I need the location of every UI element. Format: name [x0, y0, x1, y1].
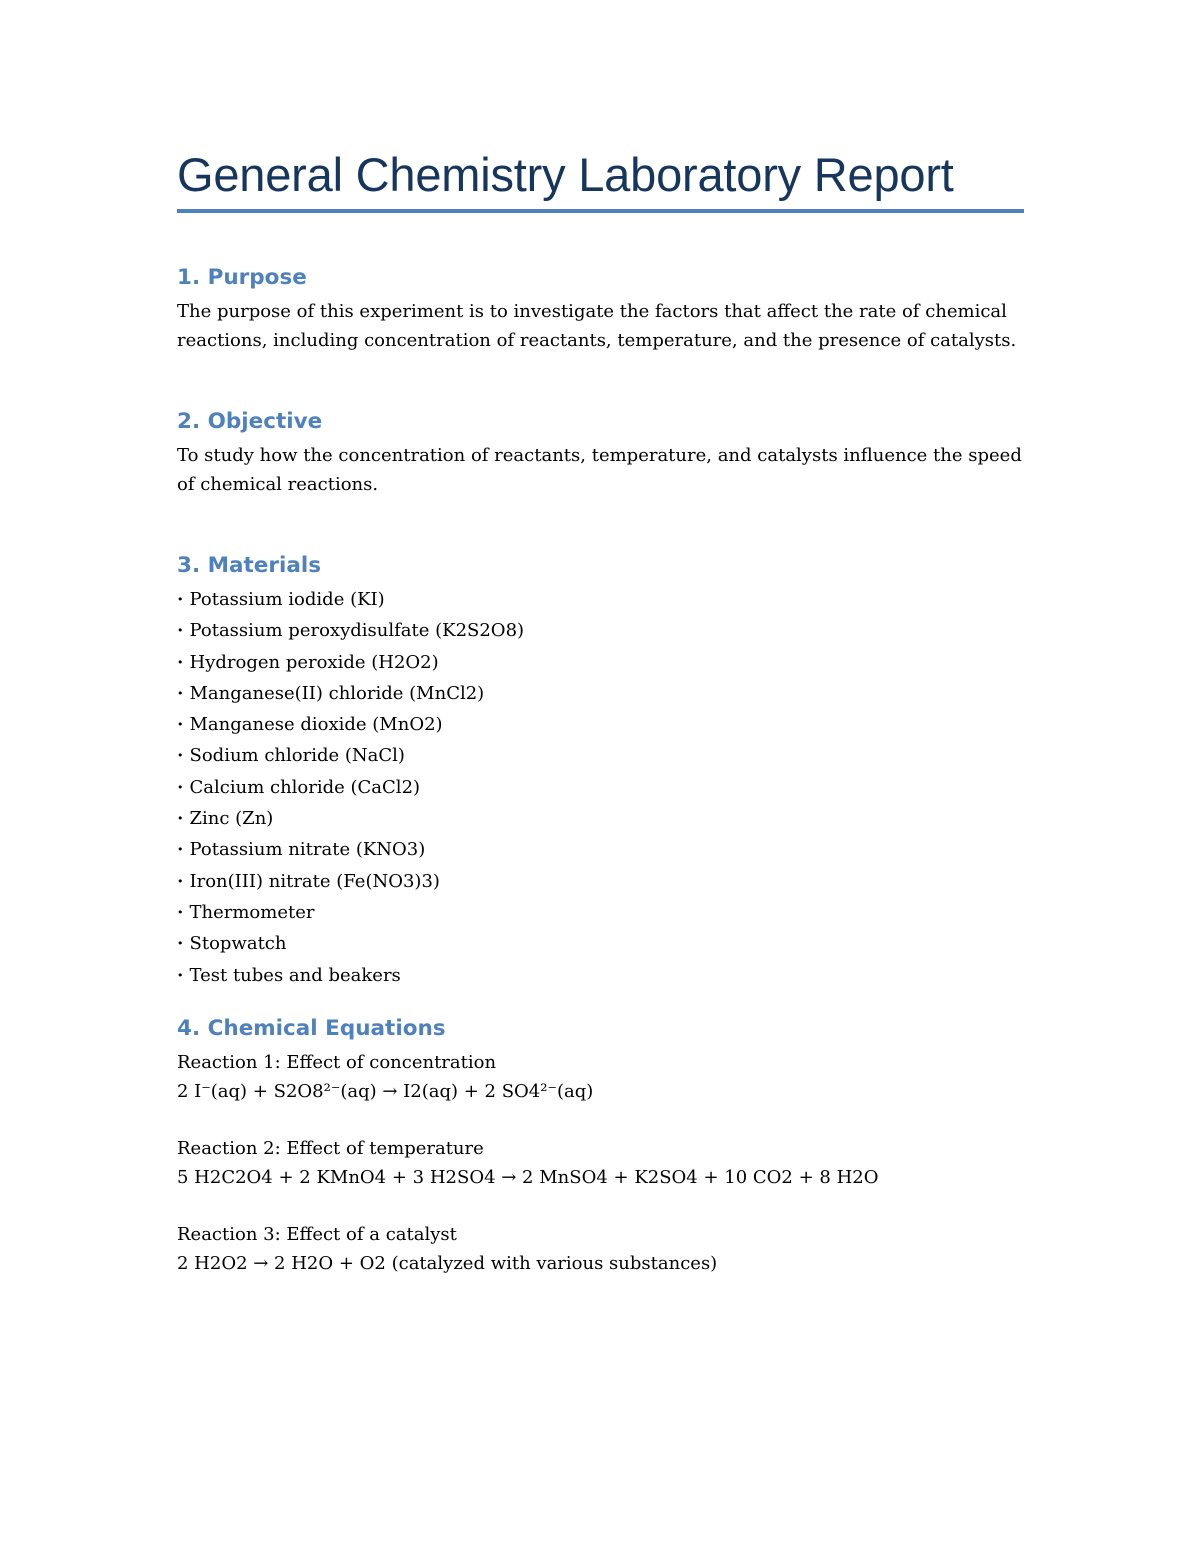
document-title: General Chemistry Laboratory Report — [177, 148, 954, 201]
materials-heading: 3. Materials — [177, 553, 322, 578]
section-chemical-equations — [177, 1014, 1024, 1278]
objective-heading: 2. Objective — [177, 409, 323, 434]
list-item: • Manganese(II) chloride (MnCl2) — [177, 679, 1024, 710]
list-item: • Potassium iodide (KI) — [177, 585, 1024, 616]
list-item: • Hydrogen peroxide (H2O2) — [177, 648, 1024, 679]
list-item: • Potassium nitrate (KNO3) — [177, 835, 1024, 866]
list-item: • Thermometer — [177, 898, 1024, 929]
list-item: • Manganese dioxide (MnO2) — [177, 710, 1024, 741]
section-materials — [177, 551, 1024, 992]
reaction-equation: 5 H2C2O4 + 2 KMnO4 + 3 H2SO4 → 2 MnSO4 + K2SO4 + 10 CO2 + 8 H2O — [177, 1167, 879, 1188]
list-item: • Calcium chloride (CaCl2) — [177, 773, 1024, 804]
reaction-2 — [177, 1134, 1024, 1192]
section-objective — [177, 407, 1024, 499]
list-item: • Potassium peroxydisulfate (K2S2O8) — [177, 616, 1024, 647]
purpose-text: The purpose of this experiment is to investigate the factors that affect the rate of chemical reactions, including concentration of reactants, temperature, and the presence of catalysts. — [177, 301, 1017, 351]
reaction-3 — [177, 1220, 1024, 1278]
objective-text: To study how the concentration of reactants, temperature, and catalysts influence the speed of chemical reactions. — [177, 445, 1022, 495]
purpose-heading: 1. Purpose — [177, 265, 307, 290]
reaction-equation: 2 I⁻(aq) + S2O8²⁻(aq) → I2(aq) + 2 SO4²⁻(aq) — [177, 1081, 594, 1102]
reaction-label: Reaction 1: Effect of concentration — [177, 1052, 497, 1073]
list-item: • Zinc (Zn) — [177, 804, 1024, 835]
title-underline — [177, 209, 1024, 213]
list-item: • Sodium chloride (NaCl) — [177, 741, 1024, 772]
list-item: • Test tubes and beakers — [177, 961, 1024, 992]
equations-heading: 4. Chemical Equations — [177, 1016, 446, 1041]
reaction-label: Reaction 2: Effect of temperature — [177, 1138, 484, 1159]
reaction-equation: 2 H2O2 → 2 H2O + O2 (catalyzed with various substances) — [177, 1253, 718, 1274]
list-item: • Stopwatch — [177, 929, 1024, 960]
section-purpose — [177, 263, 1024, 355]
reaction-label: Reaction 3: Effect of a catalyst — [177, 1224, 457, 1245]
reaction-1 — [177, 1048, 1024, 1106]
materials-list — [177, 585, 1024, 992]
list-item: • Iron(III) nitrate (Fe(NO3)3) — [177, 867, 1024, 898]
